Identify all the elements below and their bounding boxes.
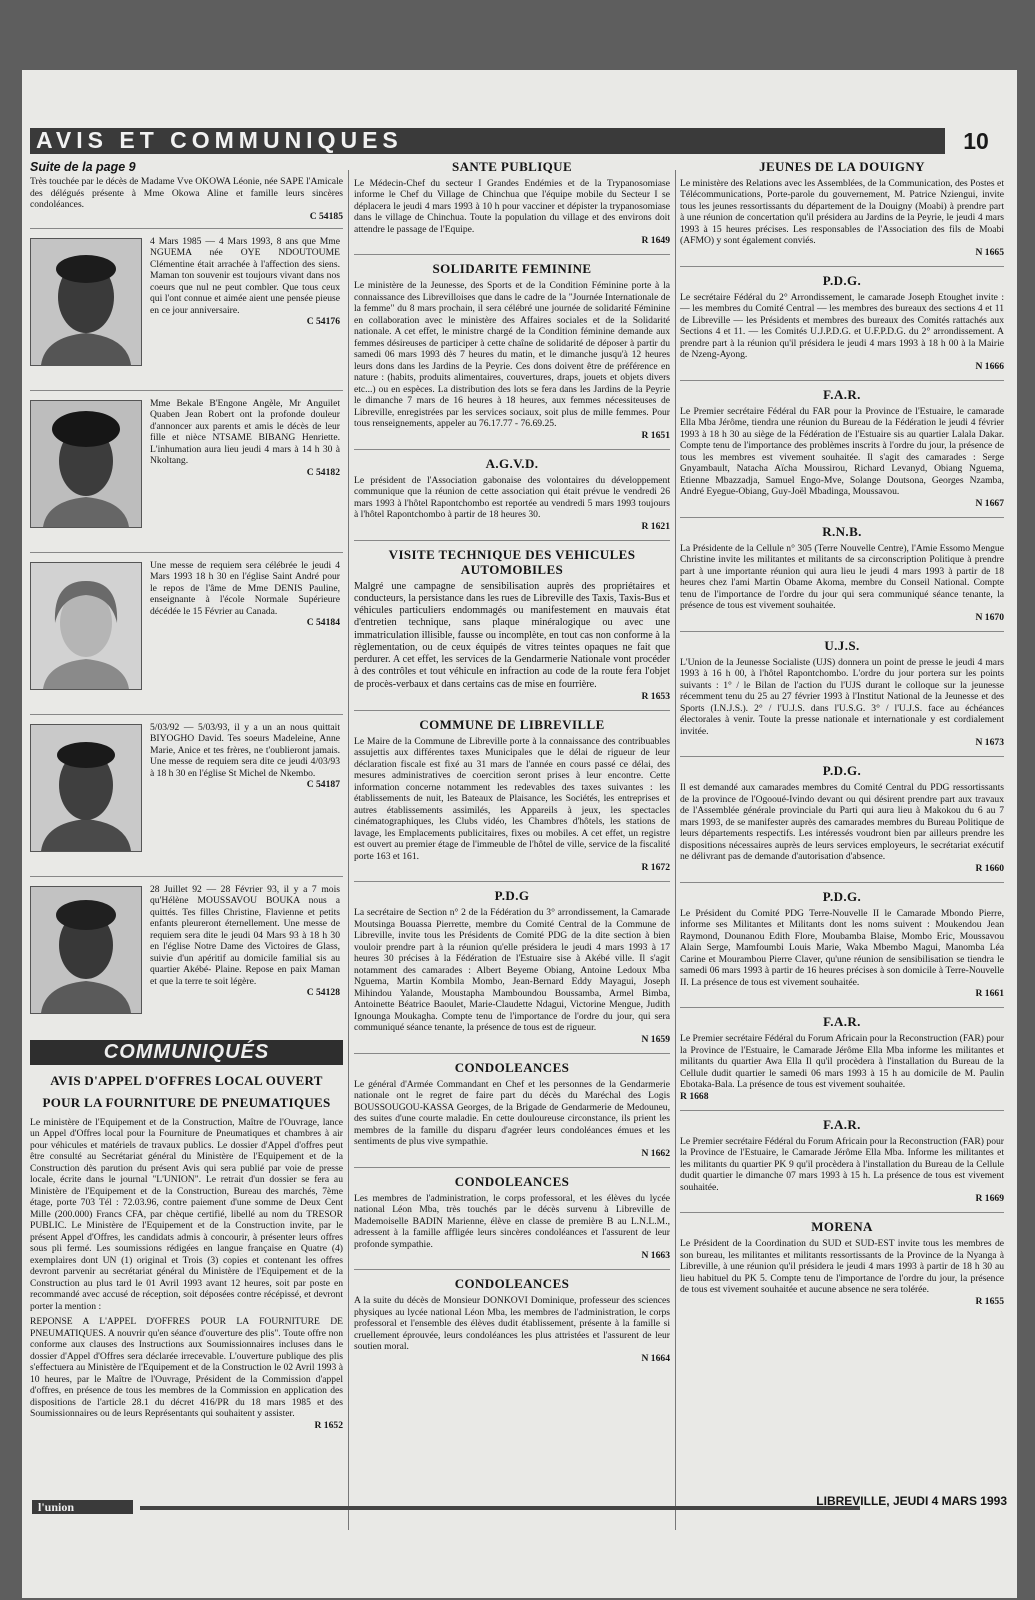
notice-ref: N 1664 <box>641 1352 670 1364</box>
notice-ref: R 1661 <box>975 988 1004 1000</box>
divider <box>680 882 1004 883</box>
divider <box>680 631 1004 632</box>
column-divider <box>348 170 349 1530</box>
notice-ref: C 54128 <box>306 987 340 999</box>
announcement-text: La Présidente de la Cellule n° 305 (Terre Nouvelle Centre), l'Amie Essomo Mengue Christine invite les militantes et militants de sa circonscription Politique à prendre part à une importante réunion qui aura lieu le jeudi 4 mars 1993 à partir de 18 heures chez l'ami Martin Obame Akoma, membre du Conseil National. Compte tenu de l'importance de l'ordre du jour qui sera communiqué séance tenante, la présence de tous est vivement souhaitée. <box>680 542 1004 612</box>
column-obituaries <box>30 160 343 1431</box>
column-announcements <box>354 160 670 1372</box>
notice-ref: N 1673 <box>975 737 1004 749</box>
notice-ref: C 54184 <box>306 617 340 629</box>
divider <box>30 552 343 553</box>
announcement-title: P.D.G. <box>822 763 862 779</box>
announcement <box>680 525 1004 623</box>
obituary-notice <box>30 398 343 546</box>
announcement <box>680 388 1004 509</box>
announcement-text: Le secrétaire Fédéral du 2° Arrondissement, le camarade Joseph Etoughet invite : — les membres du Comité Central — les membres des bureaux des sections 4 et 11 de Libreville — les Présidents et membres des bureaux des Comités rattachés aux Sections 4 et 11. — les Comités U.J.P.D.G. et U.F.P.D.G. du 2° arrondissement. A prendre part à la réunion qu'il présidera le jeudi 4 mars 1993 à 18 h 00 à la Mairie de Nzeng-Ayong. <box>680 291 1004 361</box>
obituary-notice <box>30 722 343 870</box>
announcement <box>680 274 1004 372</box>
announcement <box>354 1277 670 1363</box>
notice-ref: N 1662 <box>641 1147 670 1159</box>
announcement-title: A.G.V.D. <box>485 455 539 471</box>
divider <box>354 540 670 541</box>
notice-ref: R 1660 <box>975 862 1004 874</box>
divider <box>30 228 343 229</box>
announcement-title: P.D.G. <box>822 888 862 904</box>
notice-ref: N 1665 <box>975 246 1004 258</box>
announcement-title: CONDOLEANCES <box>454 1059 570 1075</box>
announcement <box>680 1220 1004 1306</box>
announcement <box>354 457 670 532</box>
announcement-title: COMMUNE DE LIBREVILLE <box>419 716 605 732</box>
announcement-text: Le Médecin-Chef du secteur I Grandes Endémies et de la Trypanosomiase informe le Chef du Village de Chinchua que l'équipe mobile du Secteur I se déplacera le jeudi 4 mars 1993 à 10 h pour vacciner et dépister la trypanosomiase dans le village de Chinchua. Toute la population du village et des environs doit attendre le passage de l'Equipe. <box>354 177 670 235</box>
announcement-text: Le Premier secrétaire Fédéral du Forum Africain pour la Reconstruction (FAR) pour la Province de l'Estuaire, le Camarade Jérôme Ella Mba. Informe les militantes et les militants du quartier PK 9 qu'il procèdera à l'installation du Bureau de la Cellule dudit quartier le dimanche 07 mars 1993 à 15 h. La présence de tous est vivement souhaitée. <box>680 1135 1004 1193</box>
announcement-title: CONDOLEANCES <box>454 1276 570 1292</box>
communiques-banner: COMMUNIQUÉS <box>30 1040 343 1065</box>
notice-ref: R 1668 <box>680 1090 709 1102</box>
announcement-title: SANTE PUBLIQUE <box>451 159 573 174</box>
divider <box>30 714 343 715</box>
intro-notice: Très touchée par le décès de Madame Vve OKOWA Léonie, née SAPE l'Amicale des délégués présente à Mme Okowa Aline et famille leurs sincères condoléances. <box>30 176 343 210</box>
notice-ref: R 1653 <box>641 690 670 702</box>
notice-ref: R 1649 <box>641 235 670 247</box>
notice-ref: N 1666 <box>975 360 1004 372</box>
divider <box>354 881 670 882</box>
page-footer <box>30 1494 1007 1516</box>
announcement-text: Il est demandé aux camarades membres du Comité Central du PDG ressortissants de la province de l'Ogooué-Ivindo devant ou qui désirent prendre part aux travaux de l'Assemblée générale provinciale du Parti qui aura lieu à Makokou du 6 au 7 mars 1993, de se manifester auprès des camarades membres du Bureau Politique de leurs départements respectifs. Les intéressés voudront bien par ailleurs prendre les dispositions nécessaires auprès de leurs services employeurs, le secrétariat exécutif ne délivrant pas de demande d'autorisation d'absence. <box>680 782 1004 863</box>
announcement-title: VISITE TECHNIQUE DES VEHICULES AUTOMOBILES <box>388 546 636 577</box>
announcement-text: Le ministère des Relations avec les Assemblées, de la Communication, des Postes et Télécommunications, Porte-parole du gouvernement, M. Patrice Nziengui, invite tous les jeunes ressortissants du département de la Douigny (Moabi) à prendre part à une réunion de concertation qu'il présidera au Jardins de la Peyrie, le jeudi 4 mars 1993 à 15 heures précises. Les responsables de l'Association des fils de Moabi (AFMO) y sont également conviés. <box>680 177 1004 247</box>
announcement-text: Le général d'Armée Commandant en Chef et les personnes de la Gendarmerie nationale ont le regret de faire part du décès du Maréchal des Logis BOUSSOUGOU-KASSA Georges, de la Brigade de Gendarmerie de Medouneu, des suites d'une courte maladie. En cette douloureuse circonstance, ils prient les membres de la famille du disparu d'agréer leurs condoléances émues et les sentiments de plus vive sympathie. <box>354 1078 670 1148</box>
announcement <box>680 1118 1004 1204</box>
notice-ref: R 1655 <box>975 1295 1004 1307</box>
newspaper-logo: l'union <box>32 1500 133 1514</box>
announcement-title: SOLIDARITE FEMININE <box>432 261 592 277</box>
announcement <box>354 1175 670 1261</box>
obituary-notice <box>30 560 343 708</box>
divider <box>354 1053 670 1054</box>
continued-label: Suite de la page 9 <box>30 160 136 174</box>
divider <box>680 517 1004 518</box>
notice-ref: R 1669 <box>975 1193 1004 1205</box>
tender-subtitle: POUR LA FOURNITURE DE PNEUMATIQUES <box>42 1094 331 1110</box>
announcement <box>354 262 670 440</box>
tender-body: REPONSE A L'APPEL D'OFFRES POUR LA FOURNITURE DE PNEUMATIQUES. A nouvrir qu'en séance d'ouverture des plis". Toute offre non conforme aux clauses des Instructions aux Soumissionnaires incluses dans le dossier d'Appel d'Offres sera déclarée irrecevable. L'ouverture publique des plis s'effectuera au Ministère de l'Equipement et de la Construction le 02 Avril 1993 à 10 heures, par le Maître de l'Ouvrage, Président de la Commission d'appel d'offres, en présence de tous les membres de la Commission en application des dispositions de l'article 28.1 du décret 416/PR du 18 mars 1985 et des Soumissionnaires ou de leurs Représentants qui souhaitent y assister. <box>30 1316 343 1420</box>
divider <box>354 1167 670 1168</box>
announcement-title: P.D.G <box>494 888 530 904</box>
notice-ref: C 54185 <box>309 210 343 222</box>
column-party-notices <box>680 160 1004 1315</box>
divider <box>680 1007 1004 1008</box>
footer-rule <box>140 1506 860 1510</box>
announcement-text: La secrétaire de Section n° 2 de la Fédération du 3° arrondissement, la Camarade Moutsinga Bouassa Pierrette, membre du Comité Central de la Commune de Libreville, invite tous les Présidents de Comité PDG de la dite section à bien vouloir prendre part à la réunion qu'elle présidera le jeudi 4 mars 1993 à 17 heures 30 précises à la Fédération de l'Estuaire sise à Akébé ville. Il s'agit notamment des camarades : Albert Beyeme Obiang, Antoine Ledoux Mba Nguema, Martin Kombila Mombo, Jean-Bernard Eddy Mayagui, Joseph Mihindou Yalande, Moustapha Mamboundou Boussamba, Armel Bimba, Antoinette Béatrice Baoulet, Marie-Claudette Ndagui, Victorine Mengue, Judith Ignounga Moukagha. Compte tenu de l'importance de l'ordre du jour, qui sera communiqué séance tenante, la présence de tous est de rigueur. <box>354 907 670 1034</box>
announcement-text: L'Union de la Jeunesse Socialiste (UJS) donnera un point de presse le jeudi 4 mars 1993 à 16 h 00, à l'hôtel Rapontchombo. L'ordre du jour portera sur les points suivants : 1° / le Bilan de l'action du l'UJS durant le colloque sur la jeunesse récemment tenu du 25 au 27 février 1993 à l'Institut National de la Jeunesse et des Sports (I.N.J.S.). 2° / l'U.J.S. dans l'U.S.G. 3° / l'U.J.S. face au échéances électorales à venir. Toute la presse nationale et internationale y est cordialement invitée. <box>680 656 1004 737</box>
announcement-text: Le ministère de la Jeunesse, des Sports et de la Condition Féminine porte à la connaissance des Librevilloises que dans le cadre de la "Journée Internationale de la femme" du 8 mars prochain, il sera célébré une journée de solidarité Féminine en collaboration avec le ministère des Affaires sociales et de la Solidarité nationale. A cet effet, le ministre chargé de la Condition féminine demande aux femmes désireuses de participer à cette chaîne de solidarité de déposer à partir du samedi 06 mars 1993 dès 7 heures du matin, et le dimanche jusqu'à 12 heures leurs dons dans les Jardins de la Peyrie. Ces dons doivent être de préférence en nature : (habits, produits alimentaires, couvertures, draps, jouets et objets divers etc...) ou en espèces. La distribution des lots se fera dans les Jardins de la Peyrie le dimanche 7 mars de 16 heures à 18 heures, aux femmes nécessiteuses de Libreville, enregistrées par les services sociaux, soit plus de mille femmes. Pour tous renseignements, appeler au 76.17.77 - 76.69.25. <box>354 280 670 430</box>
announcement-text: Malgré une campagne de sensibilisation auprès des propriétaires et conducteurs, la persistance dans les rues de Libreville des Taxis, Taxis-Bus et véhicules particuliers endommagés ou manifestement en mauvais état d'entretien technique, sans plaque minéralogique ou avec une immatriculation illisible, fausse ou incomplète, en tout cas non conforme à la règlementation, ou de ceux équipés de vitres teintes opaques ne fait que perdurer. A cet effet, les services de la Gendarmerie Nationale vont procéder à des contrôles et tout véhicule en infraction au code de la route fera l'objet de procès-verbaux et dans certains cas de mise en fourrière. <box>354 580 670 690</box>
obituary-text: 28 Juillet 92 — 28 Février 93, il y a 7 mois qu'Hélène MOUSSAVOU BOUKA nous a quittés. Tes filles Christine, Flavienne et petits enfants pleureront éternellement. Une messe de requiem sera dite le jeudi 04 Mars 93 à 18 h 30 en l'église Notre Dame des Victoires de Glass, suivie d'un apéritif au domicile familial sis au quartier Akébé- Plaine. Repose en paix Maman et que la terre te soit légère. <box>150 883 340 987</box>
announcement-title: F.A.R. <box>823 1116 861 1132</box>
newspaper-page <box>22 70 1017 1598</box>
notice-ref: N 1670 <box>975 611 1004 623</box>
announcement-title: U.J.S. <box>824 637 860 653</box>
notice-ref: R 1651 <box>641 429 670 441</box>
announcement-text: Le Maire de la Commune de Libreville porte à la connaissance des contribuables assujettis aux différentes taxes Municipales que le délai de rigueur de leur déclaration fiscale est fixé au 31 mars de l'année en cours passé ce délai, des mesures administratives de coercition seront prises à leur encontre. Cette information concerne notamment les redevables des taxes suivantes : les établissements de nuit, les Bateaux de Plaisance, les Sociétés, les entreprises et autres établissements assimilés, les Appareils à jeux, les spectacles cinématographiques, les Clubs vidéo, les Chambres d'hôtels, les stations de lavage, les Emplacements publicitaires, fixes ou mobiles. A cet effet, un registre est ouvert au premier étage de l'immeuble de l'hôtel de ville, service de la fiscalité porte 163 et 161. <box>354 735 670 862</box>
announcement-text: Le président de l'Association gabonaise des volontaires du développement communique que la réunion de cette association qui était prévue le vendredi 26 mars 1993 à l'hôtel Rapontchombo est reportée au vendredi 5 mars 1993 toujours à l'hôtel Rapontchombo à partir de 18 heures 30. <box>354 474 670 521</box>
section-header <box>30 128 1007 154</box>
announcement <box>680 890 1004 999</box>
divider <box>354 449 670 450</box>
announcement <box>354 1061 670 1159</box>
announcement-title: F.A.R. <box>823 386 861 402</box>
notice-ref: C 54187 <box>306 779 340 791</box>
divider <box>680 380 1004 381</box>
announcement-text: A la suite du décès de Monsieur DONKOVI Dominique, professeur des sciences physiques au lycée national Léon Mba, les membres de l'administration, le corps professoral et l'ensemble des élèves dudit établissement, présente à la famille si cruellement éprouvée, leurs condoléances les plus attristées et l'assurent de leur soutien moral. <box>354 1295 670 1353</box>
obituary-text: Mme Bekale B'Engone Angèle, Mr Anguilet Quaben Jean Robert ont la profonde douleur d'annoncer aux parents et amis le décès de leur fille et nièce NTSAME BIBANG Henriette. L'inhumation aura lieu jeudi 4 mars à 14 h 30 à Nkoltang. <box>150 397 340 467</box>
announcement-text: Le Premier secrétaire Fédéral du FAR pour la Province de l'Estuaire, le camarade Ella Mba Jérôme, tiendra une réunion du Bureau de la Fédération le jeudi 4 février 1993 à 18 h 30 au siège de la Fédération de l'Estuaire sis au quartier Lalala Dakar. Compte tenu de l'importance des problèmes inscrits à l'ordre du jour, la présence de tous les membres est vivement souhaitée. Il s'agit des camarades : Serge Gnyambault, Natacha Aïcha Moussirou, Richard Levanyd, Obiang Nguema, Etienne Mbazzadja, Samuel Engo-Mve, Solange Doutsona, Georges Nzamba, André Eyegue-Obiang, Guy-Joël Mbadinga, Moussavou. <box>680 405 1004 498</box>
announcement-title: R.N.B. <box>822 523 862 539</box>
obituary-text: 4 Mars 1985 — 4 Mars 1993, 8 ans que Mme NGUEMA née OYE NDOUTOUME Clémentine était arrachée à l'affection des siens. Maman ton souvenir est toujours vivant dans nos coeurs que nul ne peut combler. Que tous ceux qui l'ont connue et aimée aient une pensée pieuse en ce jour anniversaire. <box>150 235 340 316</box>
divider <box>680 266 1004 267</box>
column-divider <box>675 170 676 1530</box>
portrait-photo <box>30 400 142 528</box>
announcement-title: F.A.R. <box>823 1014 861 1030</box>
notice-ref: N 1667 <box>975 497 1004 509</box>
divider <box>354 254 670 255</box>
divider <box>680 1212 1004 1213</box>
tender-title: AVIS D'APPEL D'OFFRES LOCAL OUVERT <box>50 1072 323 1088</box>
notice-ref: C 54182 <box>306 466 340 478</box>
announcement <box>354 160 670 246</box>
notice-ref: R 1621 <box>641 520 670 532</box>
portrait-photo <box>30 238 142 366</box>
announcement-title: CONDOLEANCES <box>454 1173 570 1189</box>
notice-ref: N 1659 <box>641 1033 670 1045</box>
page-number: 10 <box>945 128 1007 154</box>
announcement-title: P.D.G. <box>822 272 862 288</box>
announcement <box>680 639 1004 748</box>
obituary-text: Une messe de requiem sera célébrée le jeudi 4 Mars 1993 18 h 30 en l'église Saint André pour le repos de l'âme de Mme DENIS Pauline, enseignante à l'école Normale Supérieure décédée le 15 Février au Canada. <box>150 559 340 617</box>
announcement <box>354 718 670 873</box>
issue-date: LIBREVILLE, JEUDI 4 MARS 1993 <box>816 1494 1007 1508</box>
divider <box>680 756 1004 757</box>
notice-ref: R 1652 <box>314 1419 343 1431</box>
divider <box>354 1269 670 1270</box>
notice-ref: N 1663 <box>641 1250 670 1262</box>
portrait-photo <box>30 886 142 1014</box>
divider <box>30 876 343 877</box>
announcement <box>354 548 670 702</box>
announcement <box>354 889 670 1044</box>
announcement-text: Le Président du Comité PDG Terre-Nouvelle II le Camarade Mbondo Pierre, informe ses Militantes et Militants dont les noms suivent : Moukendou Jean Raymond, Dounanou Edith Flore, Moubamba Blaise, Mombo Eric, Moussavou Alain Serge, Mamfoumbi Louis Marie, Waka Mbembo Magui, Manomba Léa Carine et Mourambou Pierre Claver, qu'une réunion de sensibilisation se tiendra le samedi 06 mars 1993 à partir de 16 heures précises à son domicile à Terre-Nouvelle II. La présence de tous est vivement souhaitée. <box>680 907 1004 988</box>
announcement-title: MORENA <box>811 1219 873 1235</box>
obituary-notice <box>30 236 343 384</box>
section-title: AVIS ET COMMUNIQUES <box>36 127 403 153</box>
divider <box>680 1110 1004 1111</box>
announcement-text: Le Président de la Coordination du SUD et SUD-EST invite tous les membres de son bureau, les militantes et militants ressortissants de la Province de la Nyanga à Libreville, à une réunion qu'il présidera le jeudi 4 mars 1993 à partir de 18 h 30 au lieu habituel du PK 5. Compte tenu de l'importance de l'ordre du jour, la présence de tous est vivement souhaitée et aucune absence ne sera tolérée. <box>680 1238 1004 1296</box>
portrait-photo <box>30 562 142 690</box>
obituary-notice <box>30 884 343 1034</box>
divider <box>30 390 343 391</box>
announcement <box>680 1015 1004 1101</box>
announcement-text: Les membres de l'administration, le corps professoral, et les élèves du lycée national Léon Mba, très touchés par le décès survenu à Libreville de Mademoiselle BADIN Marienne, élève en classe de première B au L.N.L.M., adressent à la famille affligée leurs sincères condoléances et l'assurent de leur profonde sympathie. <box>354 1192 670 1250</box>
announcement-text: Le Premier secrétaire Fédéral du Forum Africain pour la Reconstruction (FAR) pour la Province de l'Estuaire, le Camarade Jérôme Ella Mba informe les militantes et militants du quartier Awa Ella Il qu'il procèdera à l'installation du Bureau de la Cellule dudit quartier le samedi 06 mars 1993 à 15 h au domicile de M. Paulin Ebotaka-Bala. La présence de tous est vivement souhaitée. <box>680 1033 1004 1091</box>
announcement-title: JEUNES DE LA DOUIGNY <box>759 159 925 174</box>
tender-body: Le ministère de l'Equipement et de la Construction, Maître de l'Ouvrage, lance un Appel d'Offres local pour la Fourniture de Pneumatiques et chambres à air pour véhicules et matériels de travaux publics. Le dossier d'Appel d'offres peut être consulté au Secrétariat général du Ministère de l'Equipement et de la Construction dès parution du présent Avis qui sera publié par voie de presse locale, écrite dans le journal "L'UNION". Le retrait d'un dossier se fera au Ministère de l'Equipement et de la Construction, Bureau des marchés, 7ème étage, porte 703 Tél : 72.03.96, contre paiement d'une somme de Deux Cent Mille (200.000) Francs CFA, par chèque certifié, libellé au nom du TRESOR PUBLIC. Le Ministère de l'Equipement et de la Construction invite, par le présent Appel d'Offres, les candidats admis à concourir, à présenter leurs offres sous pli fermé. Les soumissions rédigées en langue française en Quatre (4) exemplaires dont UN (1) original et Trois (3) copies et contenant les offres devront parvenir au secrétariat général du Ministère de l'Equipement et de la Construction au plus tard le 01 Avril 1993 avant 12 heures, soit par poste en recommandé avec accusé de réception, soit déposées contre récépissé, et devront porter la mention : <box>30 1116 343 1312</box>
notice-ref: R 1672 <box>641 862 670 874</box>
announcement <box>680 160 1004 258</box>
portrait-photo <box>30 724 142 852</box>
notice-ref: C 54176 <box>306 316 340 328</box>
obituary-text: 5/03/92 — 5/03/93, il y a un an nous quittait BIYOGHO David. Tes soeurs Madeleine, Anne Marie, Anice et tes frères, ne t'oublieront jamais. Une messe de requiem sera dite ce jeudi 4/03/93 à 18 h 30 en l'église St Michel de Nkembo. <box>150 721 340 779</box>
divider <box>354 710 670 711</box>
announcement <box>680 764 1004 873</box>
